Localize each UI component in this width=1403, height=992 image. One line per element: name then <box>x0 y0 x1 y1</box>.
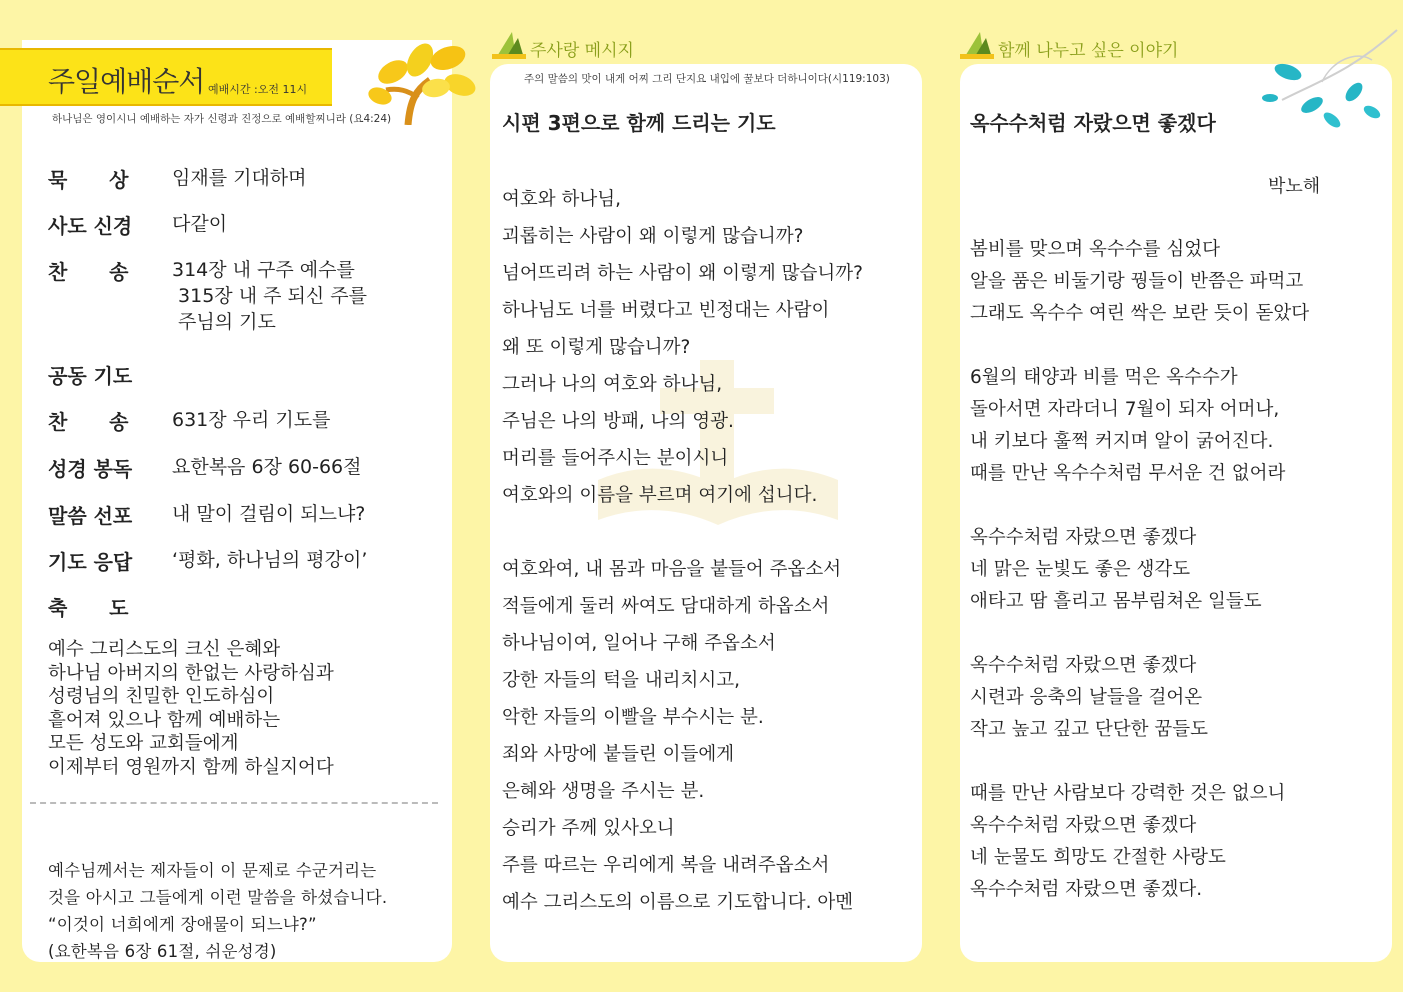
note-line: (요한복음 6장 61절, 쉬운성경) <box>48 942 277 961</box>
prayer-line: 그러나 나의 여호와 하나님, <box>502 374 723 395</box>
poem-heading: 옥수수처럼 자랐으면 좋겠다 <box>970 111 1216 135</box>
benediction-line: 이제부터 영원까지 함께 하실지어다 <box>48 756 334 778</box>
note-line: 것을 아시고 그들에게 이런 말씀을 하셨습니다. <box>48 888 388 907</box>
order-value: 요한복음 6장 60-66절 <box>172 456 362 478</box>
poem-line: 알을 품은 비둘기랑 꿩들이 반쯤은 파먹고 <box>970 271 1304 292</box>
poem-line <box>970 747 1309 779</box>
prayer-line: 승리가 주께 있사오니 <box>502 818 675 839</box>
sermon-note <box>48 857 387 965</box>
worship-verse: 하나님은 영이시니 예배하는 자가 신령과 진정으로 예배할찌니라 (요4:24) <box>52 113 392 125</box>
prayer-line: 머리를 들어주시는 분이시니 <box>502 448 729 469</box>
poem-line <box>970 491 1309 523</box>
poem-text <box>970 235 1309 907</box>
order-label: 공동 기도 <box>48 364 133 388</box>
title-band <box>0 48 332 106</box>
poem-line: 옥수수처럼 자랐으면 좋겠다 <box>970 655 1197 676</box>
flourish-leaves-icon <box>1262 20 1402 140</box>
prayer-line: 여호와여, 내 몸과 마음을 붙들어 주옵소서 <box>502 559 842 580</box>
poem-line <box>970 331 1309 363</box>
section-title: 함께 나누고 싶은 이야기 <box>998 41 1179 61</box>
page-title: 주일예배순서 <box>48 65 205 98</box>
prayer-line: 죄와 사망에 붙들린 이들에게 <box>502 744 735 765</box>
prayer-line: 은혜와 생명을 주시는 분. <box>502 781 705 802</box>
order-value: 631장 우리 기도를 <box>172 409 331 431</box>
poem-line: 옥수수처럼 자랐으면 좋겠다 <box>970 815 1197 836</box>
poem-line: 때를 만난 사람보다 강력한 것은 없으니 <box>970 783 1286 804</box>
benediction-line: 흩어져 있으나 함께 예배하는 <box>48 709 281 731</box>
prayer-line: 주님은 나의 방패, 나의 영광. <box>502 411 734 432</box>
order-label: 묵 상 <box>48 168 129 192</box>
order-value: 314장 내 구주 예수를 315장 내 주 되신 주를 주님의 기도 <box>172 259 367 333</box>
poem-line: 6월의 태양과 비를 먹은 옥수수가 <box>970 367 1238 388</box>
book-cross-icon <box>492 30 526 60</box>
order-value: ‘평화, 하나님의 평강이’ <box>172 549 368 571</box>
message-verse: 주의 말씀의 맛이 내게 어찌 그리 단지요 내입에 꿀보다 더하니이다(시119:103) <box>524 73 890 85</box>
benediction-line: 모든 성도와 교회들에게 <box>48 733 239 754</box>
poem-line: 옥수수처럼 자랐으면 좋겠다 <box>970 527 1197 548</box>
service-time: 예배시간 :오전 11시 <box>208 83 308 96</box>
book-cross-icon <box>960 30 994 60</box>
poem-line: 애타고 땀 흘리고 몸부림쳐온 일들도 <box>970 591 1262 612</box>
prayer-line: 넘어뜨리려 하는 사람이 왜 이렇게 많습니까? <box>502 263 863 284</box>
order-label: 말씀 선포 <box>48 504 133 528</box>
benediction-text <box>48 638 334 779</box>
poem-line: 옥수수처럼 자랐으면 좋겠다. <box>970 879 1203 900</box>
poem-author: 박노해 <box>1268 176 1321 197</box>
order-label: 찬 송 <box>48 410 129 434</box>
benediction-line: 성령님의 친밀한 인도하심이 <box>48 686 275 707</box>
dashed-divider <box>30 802 438 804</box>
prayer-text <box>502 185 863 925</box>
poem-line: 네 눈물도 희망도 간절한 사랑도 <box>970 847 1226 868</box>
prayer-line: 주를 따르는 우리에게 복을 내려주옵소서 <box>502 855 830 876</box>
benediction-line: 하나님 아버지의 한없는 사랑하심과 <box>48 662 334 684</box>
prayer-line: 하나님이여, 일어나 구해 주옵소서 <box>502 633 776 654</box>
prayer-line: 악한 자들의 이빨을 부수시는 분. <box>502 707 764 728</box>
poem-line: 내 키보다 훌쩍 커지며 알이 굵어진다. <box>970 431 1274 452</box>
poem-line: 작고 높고 깊고 단단한 꿈들도 <box>970 719 1208 740</box>
prayer-line: 적들에게 둘러 싸여도 담대하게 하옵소서 <box>502 596 830 617</box>
prayer-line: 하나님도 너를 버렸다고 빈정대는 사람이 <box>502 300 830 321</box>
prayer-line: 예수 그리스도의 이름으로 기도합니다. 아멘 <box>502 892 854 913</box>
order-value: 내 말이 걸림이 되느냐? <box>172 503 366 525</box>
prayer-line <box>502 518 863 555</box>
order-label: 기도 응답 <box>48 550 133 574</box>
order-label: 찬 송 <box>48 260 129 284</box>
section-title: 주사랑 메시지 <box>530 41 634 61</box>
order-label: 축 도 <box>48 596 129 620</box>
poem-line: 시련과 응축의 날들을 걸어온 <box>970 687 1203 708</box>
poem-line: 네 맑은 눈빛도 좋은 생각도 <box>970 559 1191 580</box>
prayer-line: 여호와 하나님, <box>502 189 621 210</box>
order-label: 성경 봉독 <box>48 457 133 481</box>
prayer-line: 여호와의 이름을 부르며 여기에 섭니다. <box>502 485 818 506</box>
note-line: 예수님께서는 제자들이 이 문제로 수군거리는 <box>48 861 377 880</box>
note-line: “이것이 너희에게 장애물이 되느냐?” <box>48 915 317 934</box>
poem-line <box>970 619 1309 651</box>
order-value: 다같이 <box>172 213 228 235</box>
poem-line: 때를 만난 옥수수처럼 무서운 건 없어라 <box>970 463 1286 484</box>
poem-line: 봄비를 맞으며 옥수수를 심었다 <box>970 239 1220 260</box>
order-value: 임재를 기대하며 <box>172 167 307 189</box>
prayer-line: 왜 또 이렇게 많습니까? <box>502 337 691 358</box>
order-label: 사도 신경 <box>48 214 133 238</box>
poem-line: 돌아서면 자라더니 7월이 되자 어머나, <box>970 399 1280 420</box>
prayer-line: 강한 자들의 턱을 내리치시고, <box>502 670 740 691</box>
benediction-line: 예수 그리스도의 크신 은혜와 <box>48 639 281 660</box>
prayer-line: 괴롭히는 사람이 왜 이렇게 많습니까? <box>502 226 804 247</box>
prayer-heading: 시편 3편으로 함께 드리는 기도 <box>502 111 776 135</box>
poem-line: 그래도 옥수수 여린 싹은 보란 듯이 돋았다 <box>970 303 1310 324</box>
